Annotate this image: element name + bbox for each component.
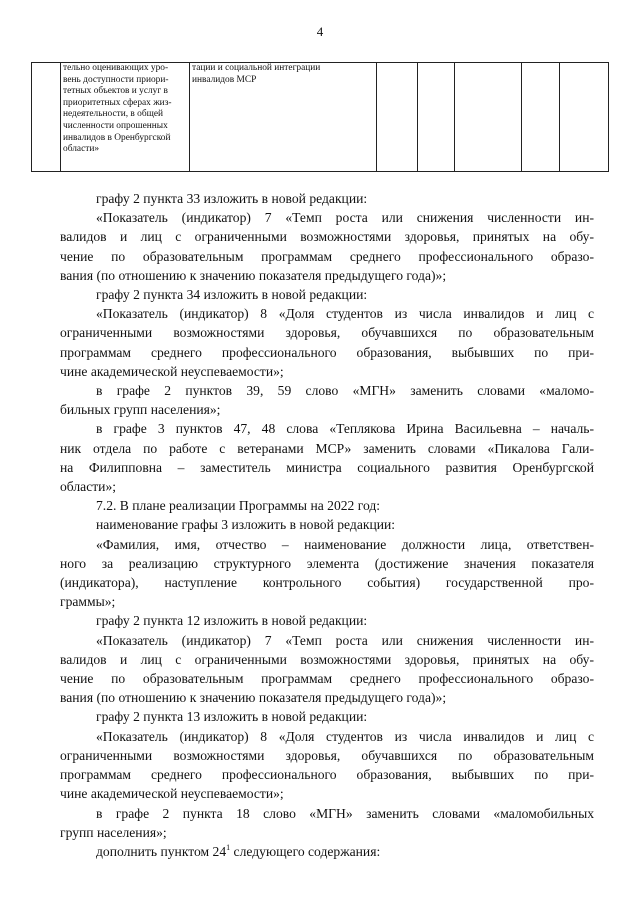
text-line: «Показатель (индикатор) 8 «Доля студентов из числа инвалидов и лиц с	[96, 728, 594, 744]
paragraph	[60, 515, 594, 534]
document-body	[60, 189, 596, 861]
text-line: «Показатель (индикатор) 7 «Темп роста или снижения численности ин-	[96, 632, 594, 648]
text-line: чине академической неуспеваемости»;	[60, 363, 284, 379]
text-line: программам среднего профессионального образования, выбывших по при-	[60, 344, 594, 360]
cell-line: инвалидов МСР	[192, 74, 257, 85]
text-line	[96, 842, 596, 861]
cell-line: инвалидов в Оренбургской	[63, 132, 171, 143]
page-number: 4	[316, 24, 324, 39]
text-line: валидов и лиц с ограниченными возможностями здоровья, принятых на обу-	[60, 229, 594, 245]
text-line: в графе 3 пунктов 47, 48 слова «Теплякова Ирина Васильевна – началь-	[96, 421, 594, 437]
text-fragment: следующего содержания:	[230, 843, 381, 859]
text-line: граммы»;	[60, 594, 116, 610]
cell-line: тельно оценивающих уро-	[63, 63, 169, 73]
paragraph	[60, 804, 594, 842]
cell-line: недеятельности, в общей	[63, 109, 164, 120]
paragraph	[60, 208, 594, 285]
text-line: в графе 2 пунктов 39, 59 слово «МГН» заменить словами «маломо-	[96, 383, 594, 399]
paragraph	[60, 727, 594, 804]
table-cell-responsible	[190, 63, 377, 172]
text-line: графу 2 пункта 34 изложить в новой редакции:	[96, 287, 368, 303]
text-line: валидов и лиц с ограниченными возможностями здоровья, принятых на обу-	[60, 651, 594, 667]
text-fragment: дополнить пунктом 24	[96, 843, 227, 859]
text-line: области»;	[60, 479, 117, 495]
cell-line: области»	[63, 144, 100, 155]
text-line: чине академической неуспеваемости»;	[60, 786, 284, 802]
paragraph	[60, 381, 594, 419]
table-cell-indicator	[61, 63, 190, 172]
text-line: графу 2 пункта 33 изложить в новой редакции:	[96, 191, 368, 206]
paragraph	[60, 189, 594, 208]
text-line: ограниченными возможностями здоровья, обучавшихся по образовательным	[60, 747, 594, 763]
paragraph	[60, 285, 594, 304]
text-line: ограниченными возможностями здоровья, обучавшихся по образовательным	[60, 325, 594, 341]
paragraph-last	[60, 842, 596, 861]
cell-line: тации и социальной интеграции	[192, 63, 321, 73]
table-cell-empty	[522, 63, 560, 172]
cell-line: вень доступности приори-	[63, 74, 169, 85]
paragraph	[60, 707, 594, 726]
text-line: чение по образовательным программам среднего профессионального образо-	[60, 248, 594, 264]
text-line: «Фамилия, имя, отчество – наименование должности лица, ответствен-	[96, 536, 594, 552]
text-line: на Филипповна – заместитель министра социального развития Оренбургской	[60, 459, 594, 475]
text-line: графу 2 пункта 12 изложить в новой редакции:	[96, 613, 368, 629]
text-line: (индикатора), наступление контрольного события) государственной про-	[60, 575, 594, 591]
paragraph	[60, 496, 594, 515]
table-cell-empty	[377, 63, 418, 172]
table-cell-empty	[418, 63, 455, 172]
text-line: чение по образовательным программам среднего профессионального образо-	[60, 671, 594, 687]
cell-line: приоритетных сферах жиз-	[63, 97, 172, 108]
superscript: 1	[226, 842, 231, 852]
table-row	[32, 63, 609, 172]
table-cell-empty	[560, 63, 609, 172]
text-line: в графе 2 пункта 18 слово «МГН» заменить словами «маломобильных	[96, 805, 594, 821]
text-line: ного за реализацию структурного элемента (достижение значения показателя	[60, 555, 594, 571]
paragraph	[60, 611, 594, 630]
paragraph	[60, 304, 594, 381]
table-fragment	[31, 62, 609, 172]
text-line: «Показатель (индикатор) 7 «Темп роста или снижения численности ин-	[96, 210, 594, 226]
text-line: «Показатель (индикатор) 8 «Доля студентов из числа инвалидов и лиц с	[96, 306, 594, 322]
text-line: графу 2 пункта 13 изложить в новой редакции:	[96, 709, 368, 725]
cell-line: тетных объектов и услуг в	[63, 86, 168, 97]
cell-line: численности опрошенных	[63, 120, 168, 131]
text-line: бильных групп населения»;	[60, 402, 221, 418]
text-line: программам среднего профессионального образования, выбывших по при-	[60, 767, 594, 783]
paragraph	[60, 535, 594, 612]
text-line: вания (по отношению к значению показателя предыдущего года)»;	[60, 690, 447, 706]
paragraph	[60, 419, 594, 496]
text-line: ник отдела по работе с ветеранами МСР» заменить словами «Пикалова Гали-	[60, 440, 594, 456]
paragraph	[60, 631, 594, 708]
table-cell-empty	[455, 63, 522, 172]
text-line: 7.2. В плане реализации Программы на 2022 год:	[96, 498, 381, 514]
text-line: вания (по отношению к значению показателя предыдущего года)»;	[60, 267, 447, 283]
table-cell-number	[32, 63, 61, 172]
text-line: групп населения»;	[60, 824, 167, 840]
text-line: наименование графы 3 изложить в новой редакции:	[96, 517, 396, 533]
